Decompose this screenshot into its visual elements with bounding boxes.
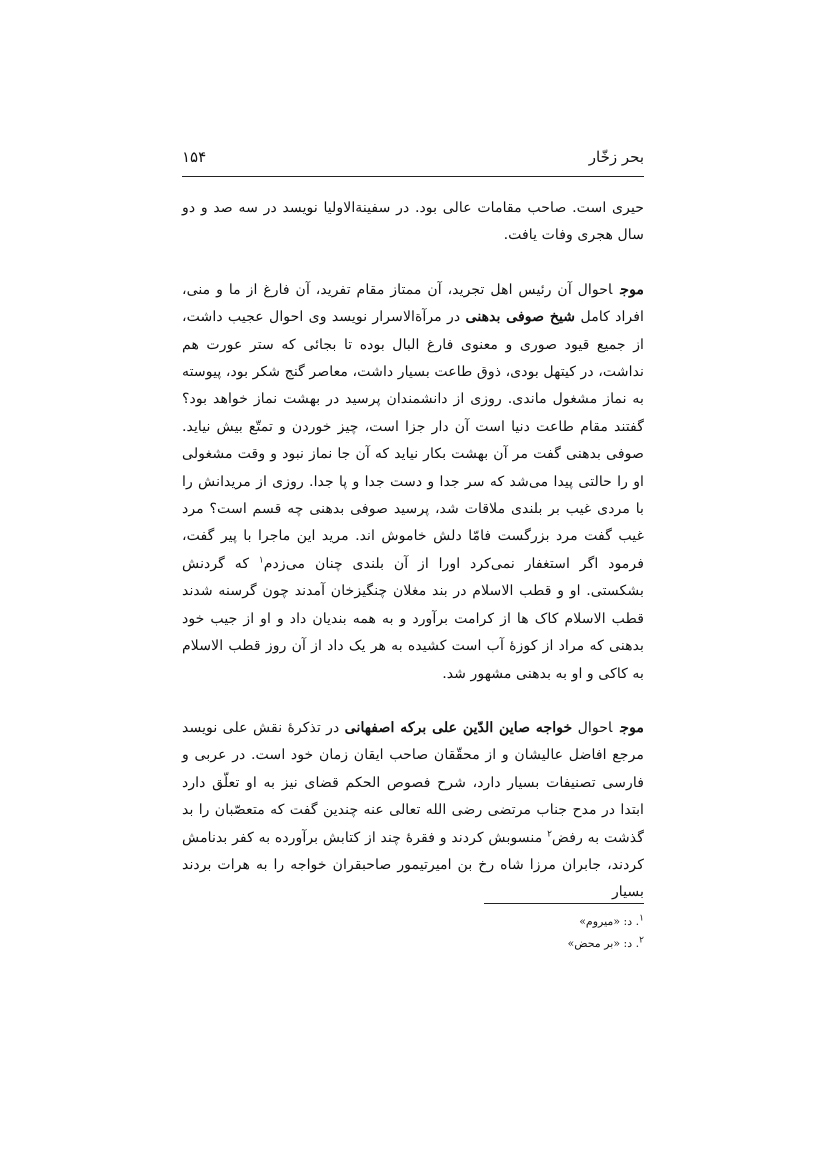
entry-keyword: موج	[620, 719, 644, 736]
page-number: ۱۵۴	[182, 148, 207, 166]
paragraph-3-body: در تذکرهٔ نقش علی نویسد مرجع افاضل عالیشان و از محقّقان صاحب ایقان زمان خود است. در عربی و فارسی تصنیفات بسیار دارد، شرح فصوص الحکم قضای نیز به او تعلّق دارد ابتدا در مدح جناب مرتضی رضی الله تعالی عنه چندین گفت که متعصّبان را بد گذشت به رفض	[182, 719, 644, 846]
paragraph-2	[182, 277, 644, 688]
running-header	[182, 148, 644, 172]
header-rule	[182, 176, 644, 177]
paragraph-3-end: منسوبش کردند و فقرهٔ چند از کتابش برآورده به کفر بدنامش کردند، جابران مرزا شاه رخ بن امیرتیمور صاحبقران خواجه را به هرات بردند بسیار	[182, 829, 644, 901]
paragraph-1	[182, 195, 644, 250]
footnote-mark: ۲	[547, 828, 552, 839]
paragraph-3	[182, 715, 644, 907]
footnote-text: . د: «میروم»	[579, 915, 640, 928]
footnote-number: ۱	[639, 913, 644, 924]
paragraph-2-end: که گردنش بشکستی. او و قطب الاسلام در بند مغلان چنگیزخان آمدند چون گرسنه شدند قطب الاسلام کاک ها از کرامت برآورد و به همه بندیان داد و او از جیب خود بدهنی که مراد از کوزهٔ آب است کشیده به هر یک داد از آن روز قطب الاسلام به کاکی و او به بدهنی مشهور شد.	[182, 555, 644, 682]
footnote-2	[182, 933, 644, 955]
footnotes	[182, 911, 644, 955]
entry-keyword: موج	[620, 281, 644, 298]
paragraph-3-intro: احوال	[572, 719, 613, 736]
footnote-rule	[484, 903, 644, 904]
footnote-text: . د: «بر محض»	[567, 937, 640, 950]
running-title: بحر زخّار	[588, 148, 644, 166]
body-text	[182, 195, 644, 907]
person-name: شیخ صوفی بدهنی	[465, 309, 576, 326]
footnote-1	[182, 911, 644, 933]
paragraph-2-intro: احوال آن رئیس اهل تجرید، آن ممتاز مقام تفرید، آن فارغ از ما و منی، افراد کامل	[182, 281, 644, 326]
paragraph-2-body: در مرآةالاسرار نویسد وی احوال عجیب داشت، از جمیع قیود صوری و معنوی فارغ البال بوده تا بجائی که ستر عورت هم نداشت، در کیتهل بودی، ذوق طاعت بسیار داشت، معاصر گنج شکر بود، پیوسته به نماز مشغول ماندی. روزی از دانشمندان پرسید در بهشت نماز خواهد بود؟ گفتند مقام طاعت دنیا است آن دار جزا است، چیز خوردن و تمتّع بیش نیاید. صوفی بدهنی گفت مر آن بهشت بکار نیاید که آن جا نماز نبود و وقت مشغولی او را حالتی پیدا می‌شد که سر جدا و دست جدا و پا جدا. روزی از مریدانش را با مردی غیب بر بلندی ملاقات شد، پرسید صوفی بدهنی چه قسم است؟ مرد غیب گفت مرد بزرگست فامّا دلش خاموش اند. مرید این ماجرا با پیر گفت، فرمود اگر استغفار نمی‌کرد اورا از آن بلندی چنان می‌زدم	[182, 309, 644, 572]
footnote-mark: ۱	[258, 555, 264, 566]
footnote-number: ۲	[639, 935, 644, 946]
person-name: خواجه صاین الدّین علی بر‌که اصفهانی	[344, 719, 573, 736]
paragraph-1-text: حیری است. صاحب مقامات عالی بود. در سفینةالاولیا نویسد در سه صد و دو سال هجری وفات یافت.	[182, 200, 644, 244]
